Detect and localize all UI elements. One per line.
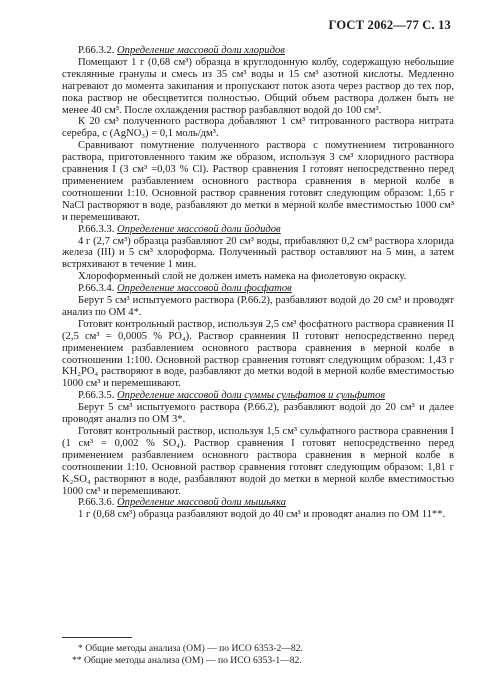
section-heading [62, 390, 454, 402]
paragraph: Сравнивают помутнение полученного раствора с помутнением титрованного раствора, приготовленного таким же образом, используя 3 см³ хлоридного раствора сравнения I (3 см³ =0,03 % Cl). Раствор сравнения I готовят непосредственно перед применением разбавлением основного раствора сравнения в мерной колбе в соотношении 1:10. Основной раствор сравнения готовят следующим образом: 1,65 г NaCl растворяют в воде, разбавляют до метки в мерной колбе вместимостью 1000 см³ и перемешивают. [62, 140, 454, 223]
document-body [62, 45, 454, 521]
paragraph: 1 г (0,68 см³) образца разбавляют водой до 40 см³ и проводят анализ по ОМ 11**. [78, 509, 446, 521]
section-number: Р.66.3.6. [78, 497, 115, 509]
section-number: Р.66.3.5. [78, 390, 115, 402]
paragraph: Хлороформенный слой не должен иметь намека на фиолетовую окраску. [78, 271, 407, 283]
footnote: * Общие методы анализа (ОМ) — по ИСО 6353-2—82. [78, 643, 303, 654]
section-heading [62, 45, 454, 57]
section-heading [62, 283, 454, 295]
paragraph: К 20 см³ полученного раствора добавляют 1 см³ титрованного раствора нитрата серебра, c (AgNO₃) = 0,1 моль/дм³. [62, 116, 454, 140]
paragraph: Помещают 1 г (0,68 см³) образца в круглодонную колбу, содержащую небольшие стеклянные гранулы и смесь из 35 см³ воды и 15 см³ азотной кислоты. Медленно нагревают до момента закипания и пропускают поток азота через раствор до тех пор, пока раствор не обесцветится полностью. Общий объем раствора должен быть не менее 40 см³. После охлаждения раствор разбавляют водой до 100 см³. [62, 56, 454, 116]
section-title: Определение массовой доли хлоридов [117, 45, 285, 56]
section-number: Р.66.3.3. [78, 223, 115, 235]
section-title: Определение массовой доли мышьяка [117, 497, 286, 509]
footnote: ** Общие методы анализа (ОМ) — по ИСО 6353-1—82. [72, 655, 302, 666]
paragraph: Готовят контрольный раствор, используя 1,5 см³ сульфатного раствора сравнения I (1 см³ = 0,002 % SO₄). Раствор сравнения I готовят непосредственно перед применением разбавлением основного раствора сравнения в мерной колбе в соотношении 1:10. Основной раствор сравнения готовят следующим образом: 1,81 г K₂SO₄ растворяют в воде, разбавляют водой до метки в мерной колбе вместимостью 1000 см³ и перемешивают. [62, 426, 454, 497]
page-header: ГОСТ 2062—77 С. 13 [328, 18, 451, 32]
paragraph: Готовят контрольный раствор, используя 2,5 см³ фосфатного раствора сравнения II (2,5 см³ = 0,0005 % PO₄). Раствор сравнения II готовят непосредственно перед применением разбавлением основного раствора сравнения в мерной колбе в соотношении 1:100. Основной раствор сравнения готовят следующим образом: 1,43 г KH₂PO₄ растворяют в воде, разбавляют до метки водой в мерной колбе вместимостью 1000 см³ и перемешивают. [62, 318, 454, 390]
paragraph: Берут 5 см³ испытуемого раствора (Р.66.2), разбавляют водой до 20 см³ и далее проводят анализ по ОМ 3*. [62, 402, 454, 426]
section-number: Р.66.3.4. [78, 283, 115, 295]
paragraph: Берут 5 см³ испытуемого раствора (Р.66.2), разбавляют водой до 20 см³ и проводят анализ по ОМ 4*. [62, 295, 454, 318]
section-title: Определение массовой доли фосфатов [117, 283, 292, 295]
footnote-divider [62, 637, 132, 638]
section-title: Определение массовой доли йодидов [117, 223, 281, 235]
paragraph: 4 г (2,7 см³) образца разбавляют 20 см³ воды, прибавляют 0,2 см³ раствора хлорида железа (III) и 5 см³ хлороформа. Полученный раствор оставляют на 5 мин, а затем встряхивают в течение 1 мин. [62, 235, 454, 271]
section-number: Р.66.3.2. [78, 45, 115, 56]
section-heading [62, 497, 454, 509]
section-title: Определение массовой доли суммы сульфатов и сульфитов [117, 390, 385, 402]
section-heading [62, 224, 454, 236]
